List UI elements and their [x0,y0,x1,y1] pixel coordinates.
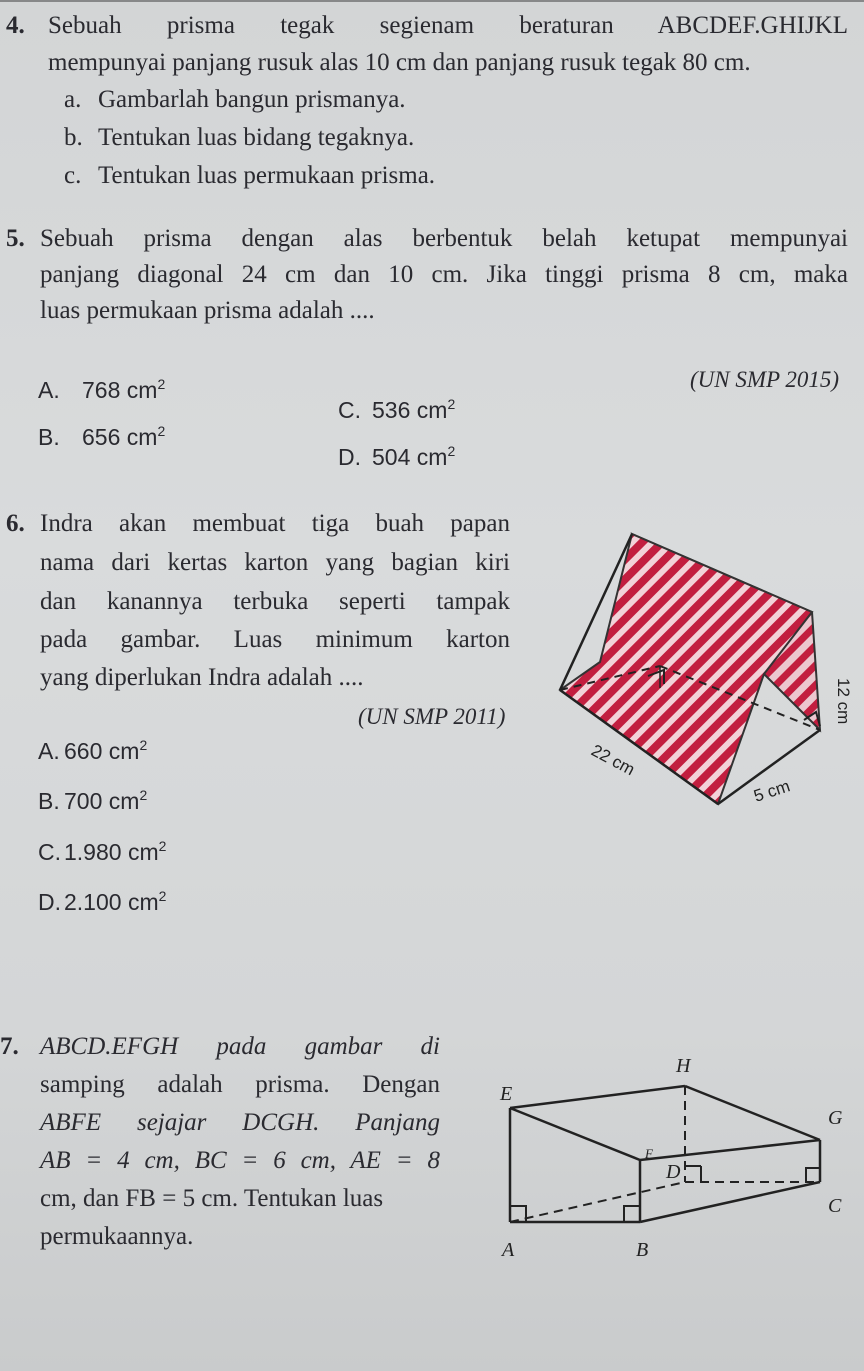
subquestion-text: Tentukan luas permukaan prisma. [98,162,436,189]
option-value: 768 $cm^2$ [82,376,166,403]
question-text-line: permukaannya. [40,1223,194,1250]
question-text-line: cm, dan FB = 5 cm. Tentukan luas [40,1185,384,1212]
edge-FG [640,1140,820,1160]
question-number: 5. [6,225,25,252]
option-value: 656 $cm^2$ [82,423,166,450]
question-text-line: pada gambar. Luas minimum karton [40,626,510,653]
source-citation: (UN SMP 2015) [690,367,840,392]
question-text-line: AB = 4 cm, BC = 6 cm, AE = 8 [40,1147,440,1174]
subquestion-label: c. [64,162,82,189]
question-text-line: Sebuah prisma dengan alas berbentuk belah ketupat mempunyai [40,225,848,252]
question-text-line: nama dari kertas karton yang bagian kiri [40,549,510,576]
question-number: 6. [6,510,25,537]
option-label: A. [38,377,60,403]
question-number: 4. [6,12,25,39]
base-label: 5 cm [751,776,793,806]
subquestion-text: Tentukan luas bidang tegaknya. [98,124,415,151]
question-text-line: samping adalah prisma. Dengan [40,1071,440,1098]
question-text-line: Sebuah prisma tegak segienam beraturan ABCDEF.GHIJKL [48,12,848,39]
question-text-line: ABFE sejajar DCGH. Panjang [40,1109,440,1136]
source-citation: (UN SMP 2011) [358,704,506,729]
vertex-label-F: F [645,1146,653,1161]
question-text-line: mempunyai panjang rusuk alas 10 cm dan panjang rusuk tegak 80 cm. [48,49,751,76]
option-value: 536 $cm^2$ [372,396,456,423]
option-label: B. [38,424,60,450]
vertex-label-A: A [502,1239,515,1261]
question-text-line: ABCD.EFGH pada gambar di [40,1033,440,1060]
vertex-label-H: H [676,1055,691,1077]
vertex-label-G: G [828,1107,843,1129]
edge-EF [510,1108,640,1160]
prism-abcd-efgh-figure [490,1050,860,1280]
question-number: 7. [0,1033,19,1060]
right-angle-mark [806,1168,820,1182]
vertex-label-E: E [500,1083,513,1105]
question-text-line: panjang diagonal 24 cm dan 10 cm. Jika tinggi prisma 8 cm, maka [40,261,848,288]
question-text-line: yang diperlukan Indra adalah .... [40,664,364,691]
subquestion-text: Gambarlah bangun prismanya. [98,86,406,113]
option-label: C. [38,839,61,865]
hidden-edge [510,1182,685,1222]
vertex-label-C: C [828,1195,842,1217]
right-angle-mark [624,1206,640,1222]
height-label: 12 cm [834,678,853,725]
edge-BC [640,1182,820,1222]
option-label: B. [38,788,60,814]
page-top-edge [0,0,864,2]
length-label: 22 cm [588,740,638,780]
subquestion-label: b. [64,124,83,151]
option-value: 660 $cm^2$ [64,737,148,764]
subquestion-label: a. [64,86,82,113]
question-text-line: Indra akan membuat tiga buah papan [40,510,510,537]
option-value: 700 $cm^2$ [64,787,148,814]
nameboard-prism-figure [540,520,864,820]
question-text-line: dan kanannya terbuka seperti tampak [40,588,510,615]
option-value: 1.980 $cm^2$ [64,838,167,865]
option-label: C. [338,397,361,423]
question-text-line: luas permukaan prisma adalah .... [40,297,375,324]
edge-EH [510,1086,685,1108]
option-label: D. [38,889,61,915]
option-value: 2.100 $cm^2$ [64,888,167,915]
vertex-label-B: B [636,1239,649,1261]
option-label: A. [38,738,60,764]
vertex-label-D: D [666,1161,681,1183]
option-label: D. [338,444,361,470]
option-value: 504 $cm^2$ [372,443,456,470]
edge-HG [685,1086,820,1140]
